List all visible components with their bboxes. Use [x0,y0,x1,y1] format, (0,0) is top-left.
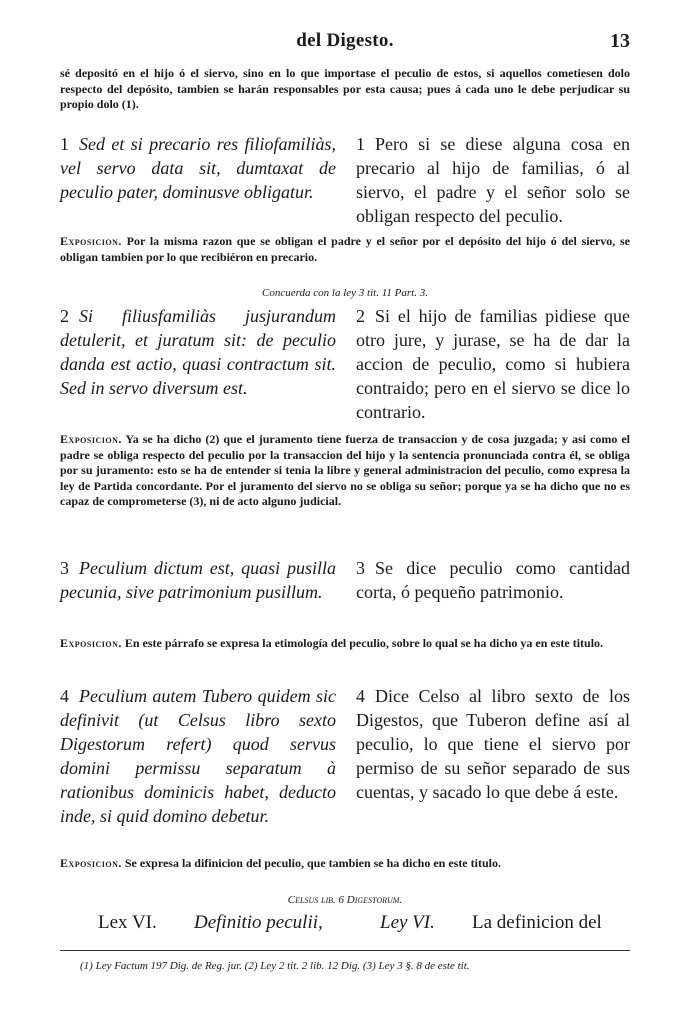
ley-title: La definicion del [472,912,602,933]
intro-paragraph: sé depositó en el hijo ó el siervo, sino en lo que importase el peculio de estos, si aquellos cometiesen dolo respecto del depósito, tambien se harán responsables por esta causa; pues á cada uno le debe perjudicar su propio dolo (1). [60,66,630,111]
lex-heading-line [98,912,630,940]
latin-text-3: 3 Peculium dictum est, quasi pusilla pecunia, sive patrimonium pusillum. [60,558,336,602]
lex-label: Lex VI. [98,912,157,933]
exposicion-1: Exposicion. Por la misma razon que se obligan el padre y el señor por el depósito del hijo ó del siervo, se obligan tambien por lo que recibiéron en precario. [60,234,630,264]
spanish-num-4: 4 [356,686,365,706]
running-title: del Digesto. [296,30,394,51]
lex-title: Definitio peculii, [194,912,323,933]
exposicion-label: Exposicion. [60,234,122,248]
spanish-text-1: 1 Pero si se diese alguna cosa en precario al hijo de familias, ó al siervo, el padre y el señor solo se obligan respecto del peculio. [356,134,630,226]
latin-text-2: 2 Si filiusfamiliàs jusjurandum detulerit, et juratum sit: de peculio danda est actio, quasi contractum sit. Sed in servo diversum est. [60,306,336,398]
latin-num-4: 4 [60,686,69,706]
page-number: 13 [610,30,630,52]
ley-label: Ley VI. [380,912,435,933]
exposicion-2: Exposicion. Ya se ha dicho (2) que el juramento tiene fuerza de transaccion y de cosa juzgada; y asi como el padre se obliga respecto del peculio por la transaccion del hijo y la sentencia pronunciada contra él, se obliga por su juramento: esto se ha de entender si tenia la libre y general administracion del peculio, como expresa la ley de Partida concordante. Por el juramento del siervo no se obliga su señor; porque ya se ha dicho que no es capaz de comprometerse (3), ni de acto alguno judicial. [60,432,630,508]
exposicion-3: Exposicion. En este párrafo se expresa la etimología del peculio, sobre lo qual se ha dicho ya en este titulo. [60,636,604,650]
latin-text-1: 1 Sed et si precario res filiofamiliàs, vel servo data sit, dumtaxat de peculio pater, dominusve obligatur. [60,134,336,202]
concordancia-note: Concuerda con la ley 3 tit. 11 Part. 3. [262,287,428,299]
exposicion-label: Exposicion. [60,432,122,446]
running-header [60,30,630,54]
spanish-text-4: 4 Dice Celso al libro sexto de los Digestos, que Tuberon define así al peculio, lo que tiene el siervo por permiso de su señor separado de sus cuentas, y sacado lo que debe á este. [356,686,630,802]
spanish-text-3: 3 Se dice peculio como cantidad corta, ó pequeño patrimonio. [356,558,630,602]
exposicion-label: Exposicion. [60,856,122,870]
spanish-text-2: 2 Si el hijo de familias pidiese que otro jure, y jurase, se ha de dar la accion de peculio, como si hubiera contraido; pero en el siervo se dice lo contrario. [356,306,630,422]
celsus-reference: Celsus lib. 6 Digestorum. [287,894,403,906]
spanish-num-1: 1 [356,134,365,154]
footnotes: (1) Ley Factum 197 Dig. de Reg. jur. (2) Ley 2 tit. 2 lib. 12 Dig. (3) Ley 3 §. 8 de este tit. [80,960,470,972]
latin-text-4: 4 Peculium autem Tubero quidem sic definivit (ut Celsus libro sexto Digestorum refert) quod servus domini permissu separatum à rationibus dominicis habet, deducto inde, si quid domino debetur. [60,686,336,826]
spanish-num-2: 2 [356,306,365,326]
exposicion-4: Exposicion. Se expresa la difinicion del peculio, que tambien se ha dicho en este titulo. [60,856,501,870]
spanish-num-3: 3 [356,558,365,578]
latin-num-2: 2 [60,306,69,326]
latin-num-1: 1 [60,134,69,154]
latin-num-3: 3 [60,558,69,578]
footnote-rule [60,950,630,951]
exposicion-label: Exposicion. [60,636,122,650]
